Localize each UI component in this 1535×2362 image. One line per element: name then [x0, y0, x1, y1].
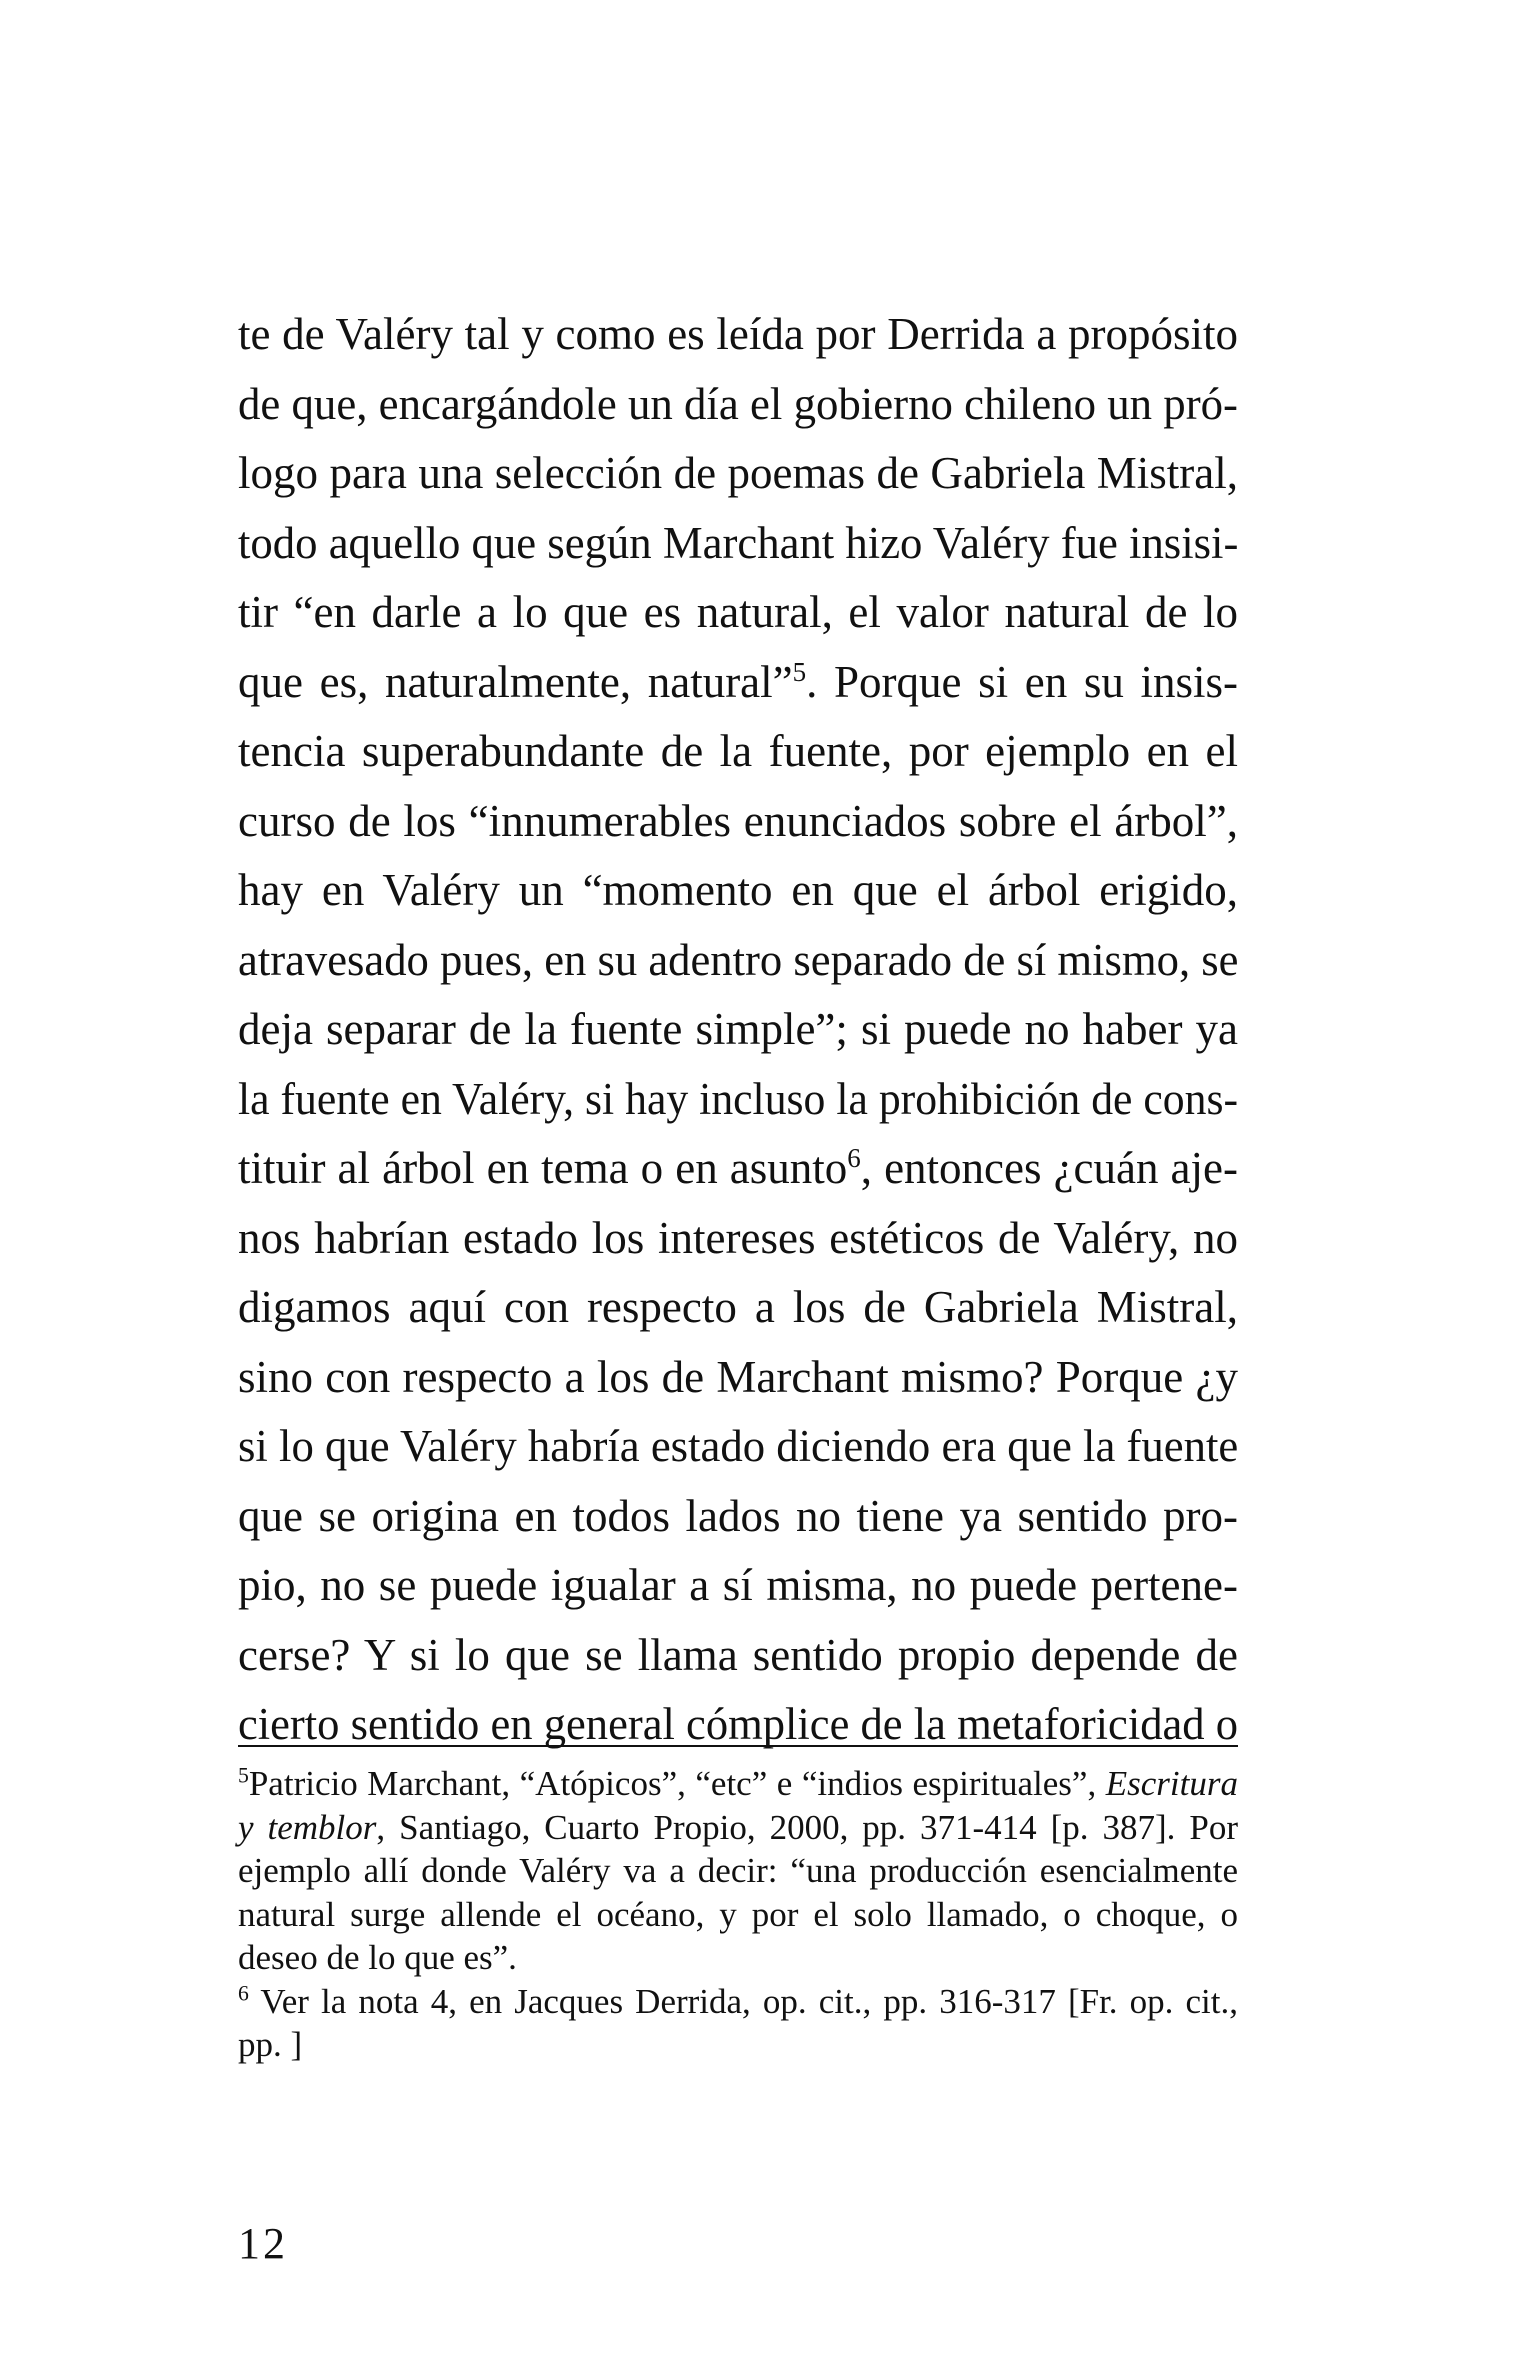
body-line-part: , entonces ¿cuán aje-	[860, 1143, 1238, 1193]
footnote-5-line: natural surge allende el océano, y por el solo llamado, o choque, o	[238, 1894, 1238, 1934]
footnote-5	[238, 1762, 1238, 1806]
footnote-text: , Santiago, Cuarto Propio, 2000, pp. 371-414 [p. 387]. Por	[376, 1807, 1238, 1847]
footnote-book-title: Escritura	[1105, 1764, 1238, 1803]
footnote-number: 6	[238, 1980, 249, 2005]
body-line: deja separar de la fuente simple”; si puede no haber ya	[238, 1004, 1238, 1054]
footnote-text: Patricio Marchant, “Atópicos”, “etc” e “indios espirituales”,	[248, 1764, 1106, 1803]
footnote-5-line: ejemplo allí donde Valéry va a decir: “una producción esencialmente	[238, 1851, 1238, 1890]
body-line-part: tituir al árbol en tema o en asunto	[238, 1143, 848, 1193]
body-line: te de Valéry tal y como es leída por Derrida a propósito	[238, 309, 1238, 359]
body-line: nos habrían estado los intereses estéticos de Valéry, no	[238, 1212, 1238, 1263]
body-line: que se origina en todos lados no tiene ya sentido pro-	[238, 1490, 1238, 1541]
footnote-text: Ver la nota 4, en Jacques Derrida, op. cit., pp. 316-317 [Fr. op. cit.,	[260, 1981, 1238, 2021]
body-line-part: . Porque si en su insis-	[806, 656, 1238, 707]
body-line: la fuente en Valéry, si hay incluso la prohibición de cons-	[238, 1073, 1239, 1124]
body-line: atravesado pues, en su adentro separado de sí mismo, se	[238, 934, 1239, 985]
body-line: digamos aquí con respecto a los de Gabriela Mistral,	[238, 1282, 1238, 1332]
body-line-part: que es, naturalmente, natural”	[238, 656, 793, 707]
footnote-number: 5	[238, 1763, 249, 1788]
body-text	[238, 300, 1238, 1760]
body-line: si lo que Valéry habría estado diciendo era que la fuente	[238, 1421, 1239, 1471]
body-line: de que, encargándole un día el gobierno chileno un pró-	[238, 378, 1238, 429]
footnote-ref-6[interactable]: 6	[847, 1143, 861, 1173]
body-line: pio, no se puede igualar a sí misma, no puede pertene-	[238, 1560, 1238, 1610]
footnote-ref-5[interactable]: 5	[792, 656, 807, 687]
footnote-5-line	[238, 1806, 1238, 1850]
footnote-6	[238, 1980, 1238, 2024]
footnote-book-title: y temblor	[238, 1807, 377, 1847]
body-line: cerse? Y si lo que se llama sentido propio depende de	[238, 1629, 1238, 1680]
page-number: 12	[238, 2219, 288, 2268]
body-line: tencia superabundante de la fuente, por ejemplo en el	[238, 726, 1238, 776]
body-line: todo aquello que según Marchant hizo Valéry fue insisi-	[238, 517, 1239, 568]
footnotes	[238, 1762, 1238, 2067]
body-line: cierto sentido en general cómplice de la metaforicidad o	[238, 1699, 1239, 1749]
body-line	[238, 1134, 1238, 1204]
body-line: sino con respecto a los de Marchant mismo? Porque ¿y	[238, 1351, 1238, 1402]
footnote-separator	[238, 1745, 1238, 1747]
body-line: tir “en darle a lo que es natural, el valor natural de lo	[238, 587, 1238, 637]
body-line	[238, 648, 1238, 718]
body-line: logo para una selección de poemas de Gabriela Mistral,	[238, 448, 1238, 498]
footnote-6-line: pp. ]	[238, 2025, 303, 2064]
body-line: curso de los “innumerables enunciados sobre el árbol”,	[238, 795, 1238, 846]
body-line: hay en Valéry un “momento en que el árbol erigido,	[238, 865, 1238, 915]
footnote-5-line: deseo de lo que es”.	[238, 1938, 517, 1977]
